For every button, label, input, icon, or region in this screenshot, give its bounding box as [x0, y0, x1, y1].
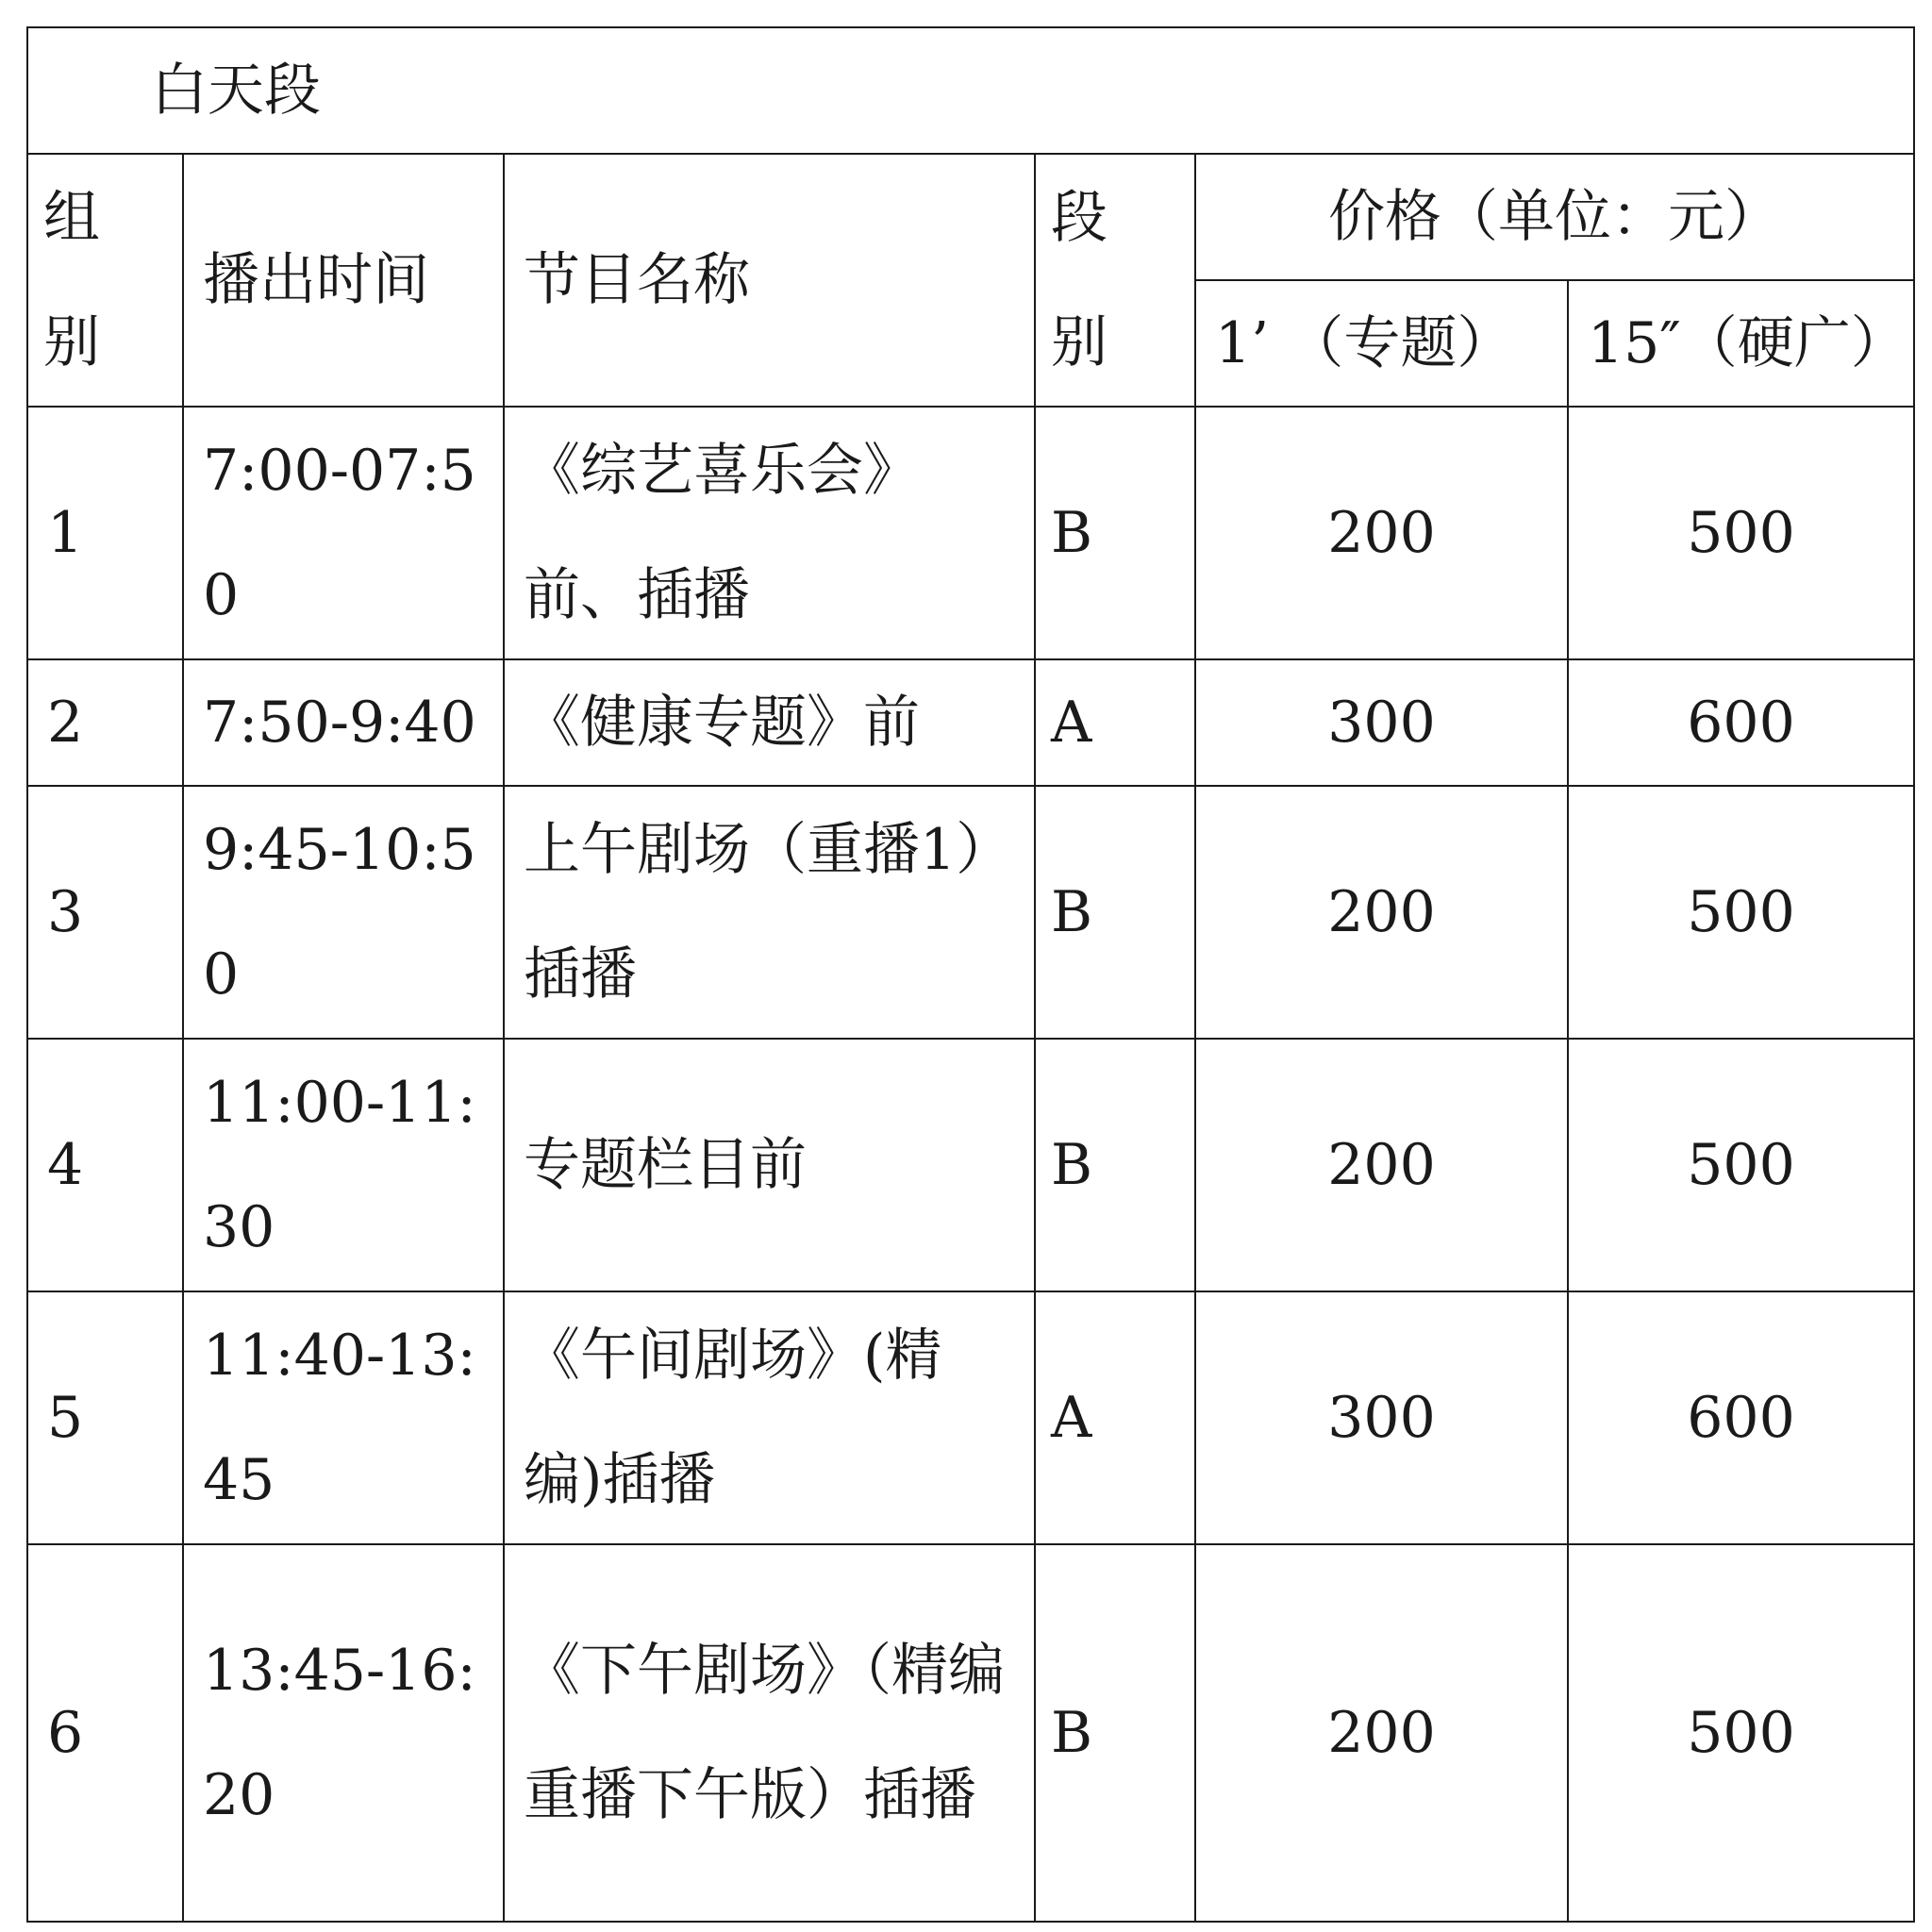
- row-group: 1: [27, 407, 183, 659]
- header-price: 价格（单位：元）: [1195, 154, 1914, 280]
- header-group: [27, 154, 183, 407]
- price-table: [26, 26, 1915, 1923]
- row-program: 上午剧场（重播1）插播: [504, 786, 1035, 1039]
- table-row: [27, 659, 1914, 786]
- header-time: 播出时间: [183, 154, 504, 407]
- table-row: [27, 786, 1914, 1039]
- row-time: 11:00-11:30: [183, 1039, 504, 1291]
- section-title-row: [27, 27, 1914, 154]
- row-time: 7:50-9:40: [183, 659, 504, 786]
- header-segment-label: 段 别: [1051, 185, 1108, 375]
- row-time: 9:45-10:50: [183, 786, 504, 1039]
- row-program: 《午间剧场》(精编)插播: [504, 1291, 1035, 1544]
- table-row: [27, 1291, 1914, 1544]
- header-price-15s: 15″（硬广）: [1568, 280, 1914, 407]
- price-table-container: [26, 26, 1915, 1923]
- row-price-1min: 300: [1195, 1291, 1568, 1544]
- row-program: 《综艺喜乐会》前、插播: [504, 407, 1035, 659]
- table-row: [27, 1039, 1914, 1291]
- header-row-1: [27, 154, 1914, 280]
- header-program: 节目名称: [504, 154, 1035, 407]
- header-price-1min: 1’ （专题）: [1195, 280, 1568, 407]
- row-program: 《健康专题》前: [504, 659, 1035, 786]
- row-group: 2: [27, 659, 183, 786]
- header-segment: [1035, 154, 1195, 407]
- row-time: 13:45-16:20: [183, 1544, 504, 1922]
- row-price-1min: 200: [1195, 786, 1568, 1039]
- row-segment: A: [1035, 659, 1195, 786]
- row-price-1min: 200: [1195, 407, 1568, 659]
- row-price-15s: 600: [1568, 1291, 1914, 1544]
- row-segment: B: [1035, 407, 1195, 659]
- row-group: 3: [27, 786, 183, 1039]
- row-segment: B: [1035, 786, 1195, 1039]
- row-price-15s: 500: [1568, 1039, 1914, 1291]
- row-price-15s: 600: [1568, 659, 1914, 786]
- row-time: 7:00-07:50: [183, 407, 504, 659]
- header-group-label: 组 别: [43, 185, 100, 375]
- row-price-15s: 500: [1568, 407, 1914, 659]
- row-program: 专题栏目前: [504, 1039, 1035, 1291]
- row-segment: B: [1035, 1544, 1195, 1922]
- row-group: 5: [27, 1291, 183, 1544]
- row-segment: B: [1035, 1039, 1195, 1291]
- row-segment: A: [1035, 1291, 1195, 1544]
- row-price-1min: 200: [1195, 1544, 1568, 1922]
- row-group: 4: [27, 1039, 183, 1291]
- table-row: [27, 407, 1914, 659]
- row-price-1min: 300: [1195, 659, 1568, 786]
- row-price-1min: 200: [1195, 1039, 1568, 1291]
- section-title: 白天段: [27, 27, 1914, 154]
- row-price-15s: 500: [1568, 1544, 1914, 1922]
- table-row: [27, 1544, 1914, 1922]
- row-time: 11:40-13:45: [183, 1291, 504, 1544]
- row-program: 《下午剧场》（精编重播下午版）插播: [504, 1544, 1035, 1922]
- row-group: 6: [27, 1544, 183, 1922]
- row-price-15s: 500: [1568, 786, 1914, 1039]
